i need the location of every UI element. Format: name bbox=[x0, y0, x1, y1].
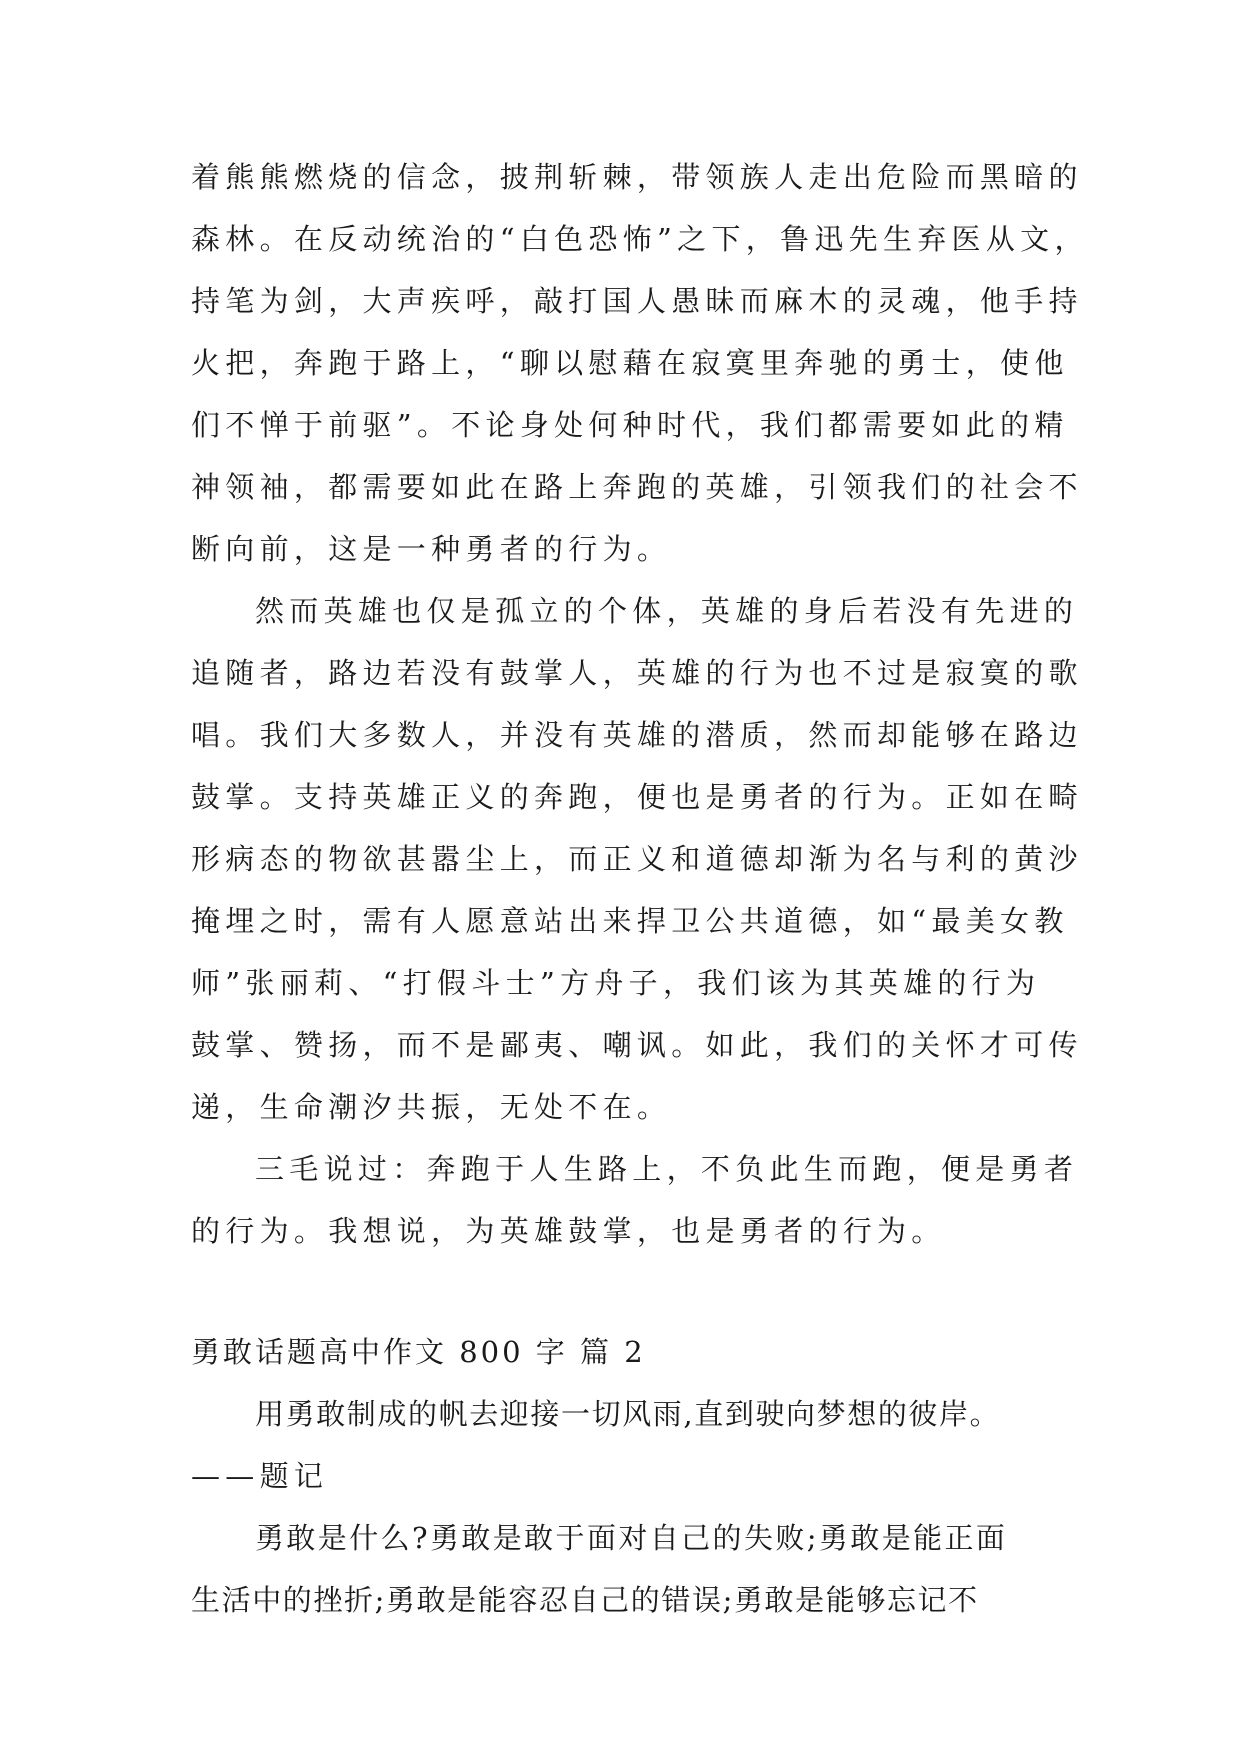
paragraph-line: 然而英雄也仅是孤立的个体，英雄的身后若没有先进的 bbox=[255, 594, 1079, 628]
paragraph-line: 鼓掌。支持英雄正义的奔跑，便也是勇者的行为。正如在畸 bbox=[191, 780, 1083, 814]
paragraph-line: 勇敢是什么?勇敢是敢于面对自己的失败;勇敢是能正面 bbox=[255, 1521, 1008, 1555]
document-page bbox=[191, 146, 1089, 1631]
section-spacer bbox=[191, 1262, 1053, 1321]
paragraph-line: 用勇敢制成的帆去迎接一切风雨,直到驶向梦想的彼岸。 bbox=[255, 1397, 1001, 1431]
paragraph-line: 森林。在反动统治的“白色恐怖”之下，鲁迅先生弃医从文， bbox=[191, 222, 1089, 256]
paragraph-line: 火把，奔跑于路上，“聊以慰藉在寂寞里奔驰的勇士，使他 bbox=[191, 346, 1069, 380]
paragraph-1 bbox=[191, 146, 1089, 580]
paragraph-line: 们不惮于前驱”。不论身处何种时代，我们都需要如此的精 bbox=[191, 408, 1069, 442]
paragraph-line: 三毛说过：奔跑于人生路上，不负此生而跑，便是勇者 bbox=[255, 1152, 1079, 1186]
paragraph-3 bbox=[191, 1138, 1079, 1262]
paragraph-line: 递，生命潮汐共振，无处不在。 bbox=[191, 1090, 672, 1124]
paragraph-line: 掩埋之时，需有人愿意站出来捍卫公共道德，如“最美女教 bbox=[191, 904, 1069, 938]
paragraph-2 bbox=[191, 580, 1083, 1138]
paragraph-line: 唱。我们大多数人，并没有英雄的潜质，然而却能够在路边 bbox=[191, 718, 1083, 752]
paragraph-4 bbox=[191, 1383, 1053, 1507]
paragraph-line: 的行为。我想说，为英雄鼓掌，也是勇者的行为。 bbox=[191, 1214, 946, 1248]
paragraph-line: ——题记 bbox=[191, 1459, 329, 1493]
paragraph-line: 持笔为剑，大声疾呼，敲打国人愚昧而麻木的灵魂，他手持 bbox=[191, 284, 1083, 318]
paragraph-5 bbox=[191, 1507, 1053, 1631]
paragraph-line: 师”张丽莉、“打假斗士”方舟子，我们该为其英雄的行为 bbox=[191, 966, 1041, 1000]
paragraph-line: 着熊熊燃烧的信念，披荆斩棘，带领族人走出危险而黑暗的 bbox=[191, 160, 1083, 194]
paragraph-line: 神领袖，都需要如此在路上奔跑的英雄，引领我们的社会不 bbox=[191, 470, 1083, 504]
paragraph-line: 鼓掌、赞扬，而不是鄙夷、嘲讽。如此，我们的关怀才可传 bbox=[191, 1028, 1083, 1062]
paragraph-line: 断向前，这是一种勇者的行为。 bbox=[191, 532, 672, 566]
paragraph-line: 追随者，路边若没有鼓掌人，英雄的行为也不过是寂寞的歌 bbox=[191, 656, 1083, 690]
paragraph-line: 生活中的挫折;勇敢是能容忍自己的错误;勇敢是能够忘记不 bbox=[191, 1583, 979, 1617]
section-heading: 勇敢话题高中作文 800 字 篇 2 bbox=[191, 1335, 646, 1369]
paragraph-line: 形病态的物欲甚嚣尘上，而正义和道德却渐为名与利的黄沙 bbox=[191, 842, 1083, 876]
